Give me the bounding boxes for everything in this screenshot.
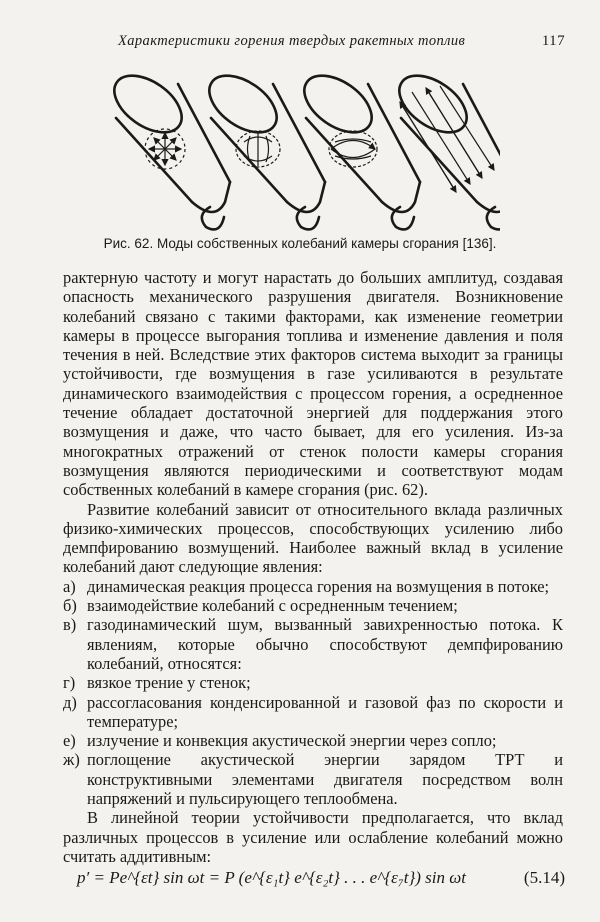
- mixed-lines: [329, 131, 377, 167]
- body-text: [63, 268, 563, 892]
- list-item: б) взаимодействие колебаний с осредненным течением;: [63, 596, 458, 616]
- chamber-tangential-mode: [199, 64, 325, 229]
- page-header: [118, 33, 578, 50]
- figure-caption: Рис. 62. Моды собственных колебаний камеры сгорания [136].: [103, 236, 497, 251]
- tangential-lines: [236, 131, 280, 167]
- list-item: ж) поглощение акустической энергии зарядом ТРТ и конструктивными элементами двигателя посредством волн напряжений и пульсирующего теплообмена.: [63, 750, 563, 809]
- paragraph: Развитие колебаний зависит от относительного вклада различных физико-химических процессов, способствующих усилению либо демпфированию возмущений. Наиболее важный вклад в усиление колебаний дают следующие явления:: [63, 499, 563, 577]
- equation-number: (5.14): [523, 868, 565, 888]
- page-number: 117: [541, 33, 565, 49]
- figure-combustion-chamber-modes: [100, 62, 500, 232]
- chamber-mixed-mode: [294, 64, 420, 229]
- equation-5-14: [63, 868, 563, 892]
- list-item: г) вязкое трение у стенок;: [63, 673, 251, 693]
- radial-arrows: [145, 129, 185, 169]
- running-title: Характеристики горения твердых ракетных топлив: [118, 33, 466, 49]
- damping-factors-list: [63, 673, 563, 808]
- amplifying-factors-list: [63, 577, 563, 673]
- paragraph: рактерную частоту и могут нарастать до больших амплитуд, создавая опасность механического разрушения двигателя. Возникновение колебаний связано с такими факторами, как изменение геометрии камеры в процессе выгорания топлива и изменение давления и поля течения в ней. Вследствие этих факторов система выходит за границы устойчивости, где возмущения в газе усиливаются в результате динамического взаимодействия с процессом горения, а осредненное течение обладает достаточной энергией для поддержания этого возмущения и даже, что часто бывает, для его усиления. Из-за многократных отражений от стенок полости камеры сгорания возмущения являются периодическими и соответствуют модам собственных колебаний в камере сгорания (рис. 62).: [63, 268, 563, 500]
- paragraph: В линейной теории устойчивости предполагается, что вклад различных процессов в усиление или ослабление колебаний можно считать аддитивным:: [63, 808, 563, 866]
- list-item: а) динамическая реакция процесса горения на возмущения в потоке;: [63, 576, 550, 596]
- longitudinal-arrows: [400, 86, 494, 192]
- list-item: д) рассогласования конденсированной и газовой фаз по скорости и температуре;: [63, 692, 563, 731]
- chamber-longitudinal-mode: [389, 64, 500, 229]
- list-item: в) газодинамический шум, вызванный завихренностью потока. К явлениям, которые обычно способствуют демпфированию колебаний, относятся:: [63, 615, 563, 673]
- equation-expression: p′ = Pe^{εt} sin ωt = P (e^{ε₁t} e^{ε₂t} . . . e^{ε₇t}) sin ωt: [77, 868, 466, 888]
- list-item: е) излучение и конвекция акустической энергии через сопло;: [63, 731, 497, 751]
